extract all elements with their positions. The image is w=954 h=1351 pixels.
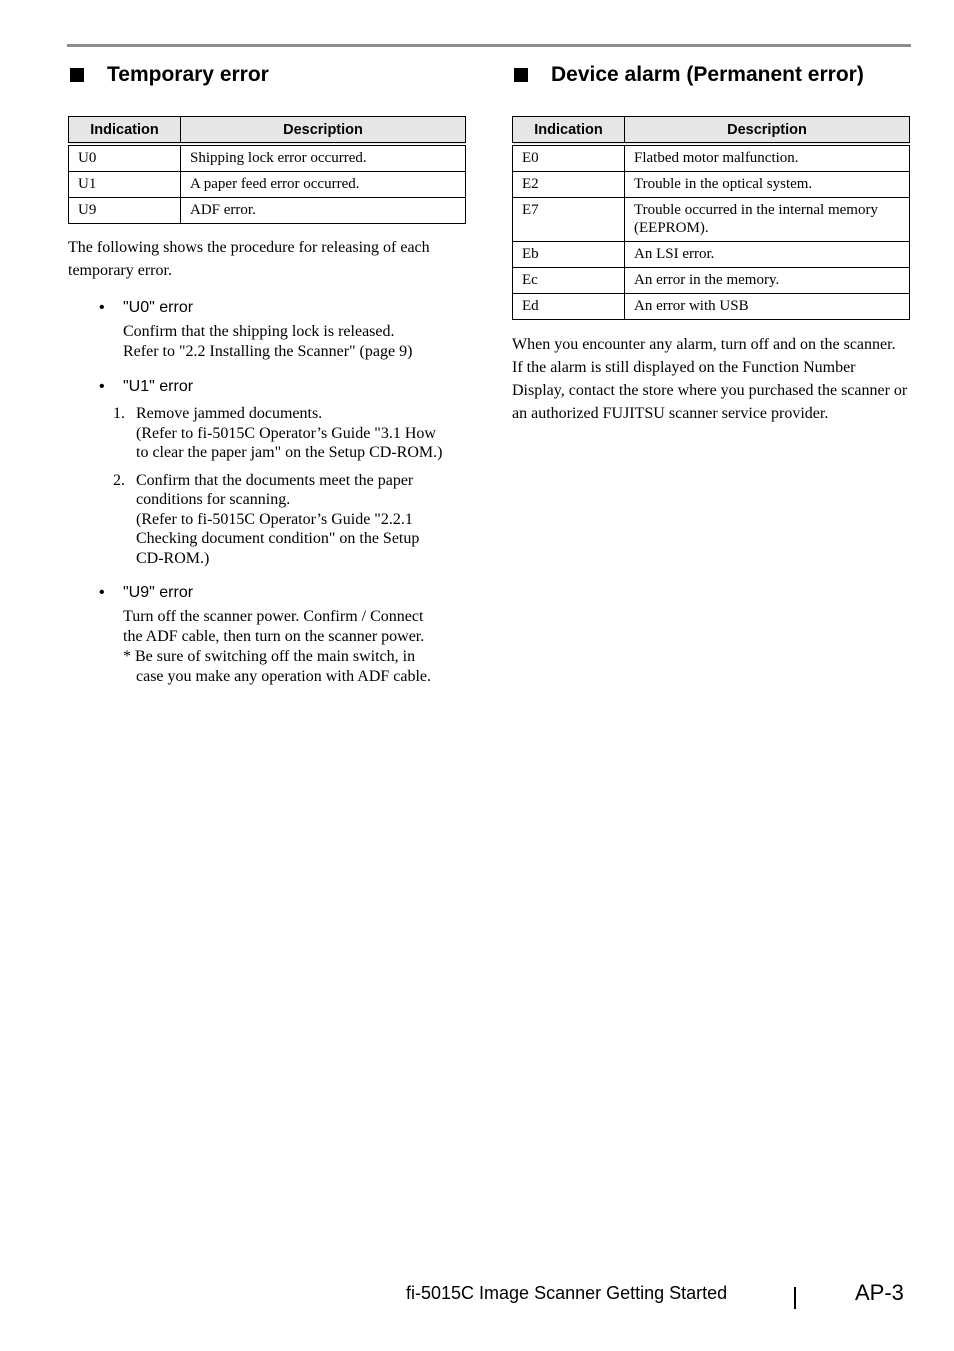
column-header: Indication bbox=[69, 117, 181, 145]
step-line: (Refer to fi-5015C Operator’s Guide "3.1 How bbox=[136, 424, 436, 442]
table-row bbox=[513, 144, 910, 172]
temporary-error-table bbox=[68, 116, 466, 224]
table-row bbox=[69, 144, 466, 172]
u9-error-item: • "U9" error bbox=[68, 583, 466, 603]
indication-cell: Ed bbox=[513, 294, 625, 320]
step-line: Checking document condition" on the Setup bbox=[136, 530, 420, 547]
indication-cell: Ec bbox=[513, 268, 625, 294]
u0-text: Confirm that the shipping lock is released. bbox=[123, 323, 395, 340]
table-row bbox=[513, 242, 910, 268]
table-row bbox=[513, 294, 910, 320]
temporary-error-section bbox=[68, 60, 466, 687]
indication-cell: U9 bbox=[69, 198, 181, 224]
u0-text: Refer to "2.2 Installing the Scanner" (page 9) bbox=[123, 343, 413, 360]
heading-text: Temporary error bbox=[107, 63, 269, 86]
u1-step bbox=[68, 404, 466, 463]
section-heading bbox=[512, 60, 910, 90]
step-line: 1. Remove jammed documents. bbox=[113, 405, 323, 422]
footer-title: fi-5015C Image Scanner Getting Started bbox=[406, 1283, 728, 1303]
column-header: Description bbox=[625, 117, 910, 145]
u0-error-item: • "U0" error bbox=[68, 298, 466, 318]
u1-error-item: • "U1" error bbox=[68, 377, 466, 397]
description-cell: Shipping lock error occurred. bbox=[181, 144, 466, 172]
top-rule bbox=[67, 44, 911, 47]
indication-cell: U1 bbox=[69, 172, 181, 198]
table-row bbox=[513, 268, 910, 294]
section-heading bbox=[68, 60, 466, 90]
indication-cell: E7 bbox=[513, 198, 625, 242]
u9-note: case you make any operation with ADF cable. bbox=[136, 668, 432, 685]
u9-text: the ADF cable, then turn on the scanner power. bbox=[123, 628, 425, 645]
indication-cell: E0 bbox=[513, 144, 625, 172]
device-alarm-section bbox=[512, 60, 910, 425]
footer-divider bbox=[794, 1287, 796, 1309]
column-header: Description bbox=[181, 117, 466, 145]
description-cell: Trouble occurred in the internal memory (EEPROM). bbox=[625, 198, 910, 242]
description-cell: Trouble in the optical system. bbox=[625, 172, 910, 198]
intro-paragraph: The following shows the procedure for releasing of each temporary error. bbox=[68, 239, 430, 279]
step-line: CD-ROM.) bbox=[136, 549, 210, 567]
table-row bbox=[513, 198, 910, 242]
description-cell: An error in the memory. bbox=[625, 268, 910, 294]
page-number: AP-3 bbox=[855, 1280, 904, 1305]
table-row bbox=[513, 172, 910, 198]
u1-step bbox=[68, 471, 466, 569]
u9-note: * Be sure of switching off the main switch, in bbox=[123, 648, 416, 665]
step-line: conditions for scanning. bbox=[136, 491, 291, 508]
indication-cell: Eb bbox=[513, 242, 625, 268]
step-number: 2. bbox=[113, 471, 125, 489]
indication-cell: E2 bbox=[513, 172, 625, 198]
alarm-paragraph: When you encounter any alarm, turn off and on the scanner. If the alarm is still displayed on the Function Number Display, contact the store where you purchased the scanner or an authorized FUJITSU scanner service provider. bbox=[512, 336, 908, 422]
step-line: 2. Confirm that the documents meet the paper bbox=[113, 471, 414, 489]
column-header: Indication bbox=[513, 117, 625, 145]
square-bullet-icon bbox=[514, 68, 528, 82]
description-cell: An LSI error. bbox=[625, 242, 910, 268]
description-cell: A paper feed error occurred. bbox=[181, 172, 466, 198]
square-bullet-icon bbox=[70, 68, 84, 82]
u9-text: Turn off the scanner power. Confirm / Connect bbox=[123, 608, 424, 625]
step-number: 1. bbox=[113, 405, 125, 422]
table-row bbox=[69, 198, 466, 224]
step-line: (Refer to fi-5015C Operator’s Guide "2.2.1 bbox=[136, 510, 413, 528]
indication-cell: U0 bbox=[69, 144, 181, 172]
description-cell: An error with USB bbox=[625, 294, 910, 320]
description-cell: ADF error. bbox=[181, 198, 466, 224]
device-alarm-table bbox=[512, 116, 910, 320]
heading-text: Device alarm (Permanent error) bbox=[551, 63, 864, 86]
step-line: to clear the paper jam" on the Setup CD-ROM.) bbox=[136, 444, 443, 461]
description-cell: Flatbed motor malfunction. bbox=[625, 144, 910, 172]
table-row bbox=[69, 172, 466, 198]
